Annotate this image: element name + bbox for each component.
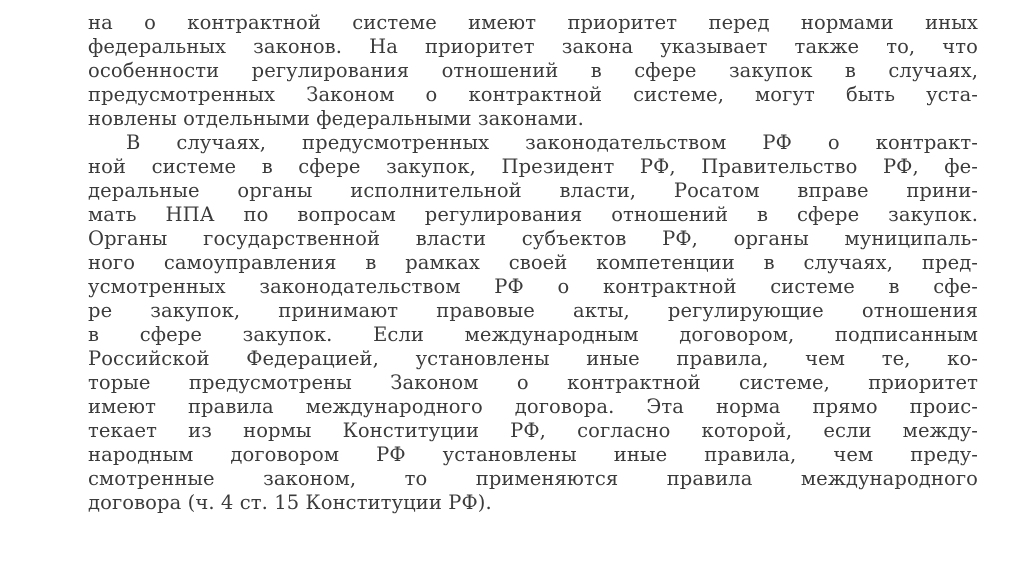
text-line: В случаях, предусмотренных законодательством РФ о контракт- — [126, 131, 978, 154]
text-line: ного самоуправления в рамках своей компетенции в случаях, пред- — [88, 251, 978, 274]
text-line: имеют правила международного договора. Эта норма прямо проис- — [88, 395, 978, 418]
text-line: в сфере закупок. Если международным договором, подписанным — [88, 323, 978, 346]
text-line: особенности регулирования отношений в сфере закупок в случаях, — [88, 59, 978, 82]
document-text — [88, 11, 978, 515]
paragraph-1 — [88, 11, 978, 131]
text-line: предусмотренных Законом о контрактной системе, могут быть уста- — [88, 83, 978, 106]
text-line: торые предусмотрены Законом о контрактной системе, приоритет — [88, 371, 978, 394]
text-line: деральные органы исполнительной власти, Росатом вправе прини- — [88, 179, 978, 202]
text-line: текает из нормы Конституции РФ, согласно которой, если между- — [88, 419, 978, 442]
text-line: народным договором РФ установлены иные правила, чем преду- — [88, 443, 978, 466]
text-line: федеральных законов. На приоритет закона указывает также то, что — [88, 35, 978, 58]
paragraph-2 — [88, 131, 978, 515]
text-line: Органы государственной власти субъектов РФ, органы муниципаль- — [88, 227, 978, 250]
text-line: мать НПА по вопросам регулирования отношений в сфере закупок. — [88, 203, 978, 226]
text-line: новлены отдельными федеральными законами. — [88, 107, 584, 130]
text-line: ре закупок, принимают правовые акты, регулирующие отношения — [88, 299, 978, 322]
text-line: ной системе в сфере закупок, Президент РФ, Правительство РФ, фе- — [88, 155, 978, 178]
text-line: на о контрактной системе имеют приоритет перед нормами иных — [88, 11, 978, 34]
text-line: усмотренных законодательством РФ о контрактной системе в сфе- — [88, 275, 978, 298]
text-line: смотренные законом, то применяются правила международного — [88, 467, 978, 490]
text-line: договора (ч. 4 ст. 15 Конституции РФ). — [88, 491, 492, 514]
text-line: Российской Федерацией, установлены иные правила, чем те, ко- — [88, 347, 978, 370]
